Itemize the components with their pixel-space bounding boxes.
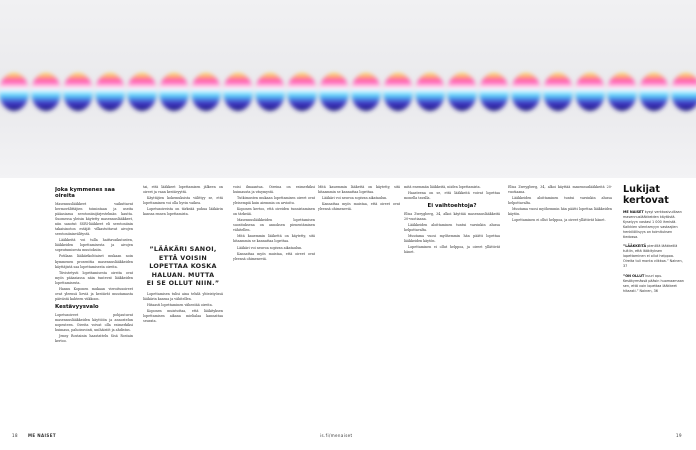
page-number-right: 19 bbox=[676, 433, 682, 438]
sidebar-entry-text: kysyi verkkosivuillaan masennuslääkkeiden käytöstä. Kyselyyn vastasi 1 000 ihmistä. Kaikkien silentamyyn vastaajien henkilöllisyys on toimituksen tiedossa. bbox=[623, 210, 682, 239]
pull-quote-line: ETTÄ VOISIN bbox=[158, 253, 208, 262]
article-column-2-top bbox=[143, 185, 223, 241]
article-column-2-bottom bbox=[143, 292, 223, 430]
pill-shape bbox=[543, 73, 573, 111]
website-url: is.fi/menaiset bbox=[320, 433, 353, 438]
sidebar-entry-intro: ME NAISET bbox=[623, 210, 644, 214]
body-paragraph: voisi ilmaantua. Oireina on esimerkiksi huimausta ja väsymystä. bbox=[233, 185, 315, 195]
body-paragraph: Lääkkeitä voi tulla haittavaikutusten, lääkkeiden lopettamisesta ja aivojen sopeutumisesta muutoksiin. bbox=[55, 238, 133, 253]
body-paragraph: Koponen muistuttaa, että lääkityksen lopettamisen aikana mielialaa kannattaa seurata. bbox=[143, 309, 223, 324]
sidebar-entry-intro: ”ON OLLUT bbox=[623, 273, 645, 278]
article-column-3 bbox=[233, 185, 315, 431]
pills-illustration bbox=[0, 0, 696, 178]
pill-shape bbox=[191, 73, 221, 111]
body-paragraph: Tiivistetysti lopettamisesta oireita ovat myös pääasiassa näin tuntevat lääkkeiden lopettamisesta. bbox=[55, 270, 133, 285]
body-paragraph: Masennuslääkkeiden lopettamisen suosituksena on annoksen pienentäminen vähitellen. bbox=[233, 218, 315, 233]
body-paragraph: Haasteena on se, että lääkkeitä voivat lopettaa monella tavalla. bbox=[404, 191, 500, 201]
body-paragraph: Hitaasti lopettaminen vähentää oireita. bbox=[147, 303, 213, 308]
body-paragraph: Mitä kauemmin lääkettä on käytetty, sitä hitaammin se kannattaa lopettaa. bbox=[233, 234, 315, 244]
body-paragraph: Lääkkeiden aloittaminen tuntui varsinkin alussa helpottavalta. bbox=[404, 223, 500, 233]
pill-shape bbox=[479, 73, 509, 111]
pull-quote-line: ”LÄÄKÄRI SANOI, bbox=[149, 245, 217, 253]
pill-shape bbox=[415, 73, 445, 111]
magazine-name: ME NAISET bbox=[28, 433, 56, 438]
section-heading: Joka kymmenes saa oireita bbox=[55, 187, 115, 199]
pill-shape bbox=[31, 73, 61, 111]
body-paragraph: tai, että lääkkeet lopettamisen jälkeen on oireet ja vaan kestävyyttä. bbox=[143, 185, 223, 195]
body-paragraph: Lääkkeiden aloittaminen tuntui varsinkin alussa helpottavalta. bbox=[508, 196, 612, 206]
pill-shape bbox=[127, 73, 157, 111]
pull-quote-line: HALUAN. MUTTA bbox=[151, 270, 215, 279]
body-paragraph: Elisa Zweygberg, 34, alkoi käyttää masennuslääkkeitä 20-vuotiaana. bbox=[404, 212, 500, 222]
pill-shape bbox=[159, 73, 189, 111]
pill-shape bbox=[383, 73, 413, 111]
sidebar-title: Lukijat kertovat bbox=[623, 184, 669, 206]
body-paragraph: Lopetusoireista on tärkeää puhua lääkärin kanssa ennen lopettamista. bbox=[143, 207, 223, 217]
article-column-6 bbox=[508, 185, 612, 431]
body-paragraph: Kannattaa myös muistaa, että oireet ovat yleensä ohimeneviä. bbox=[233, 251, 315, 261]
section-heading: Kestävyysvalo bbox=[55, 303, 99, 310]
body-paragraph: Elisa Zweygberg, 34, alkoi käyttää masennuslääkkeitä 20-vuotiaana. bbox=[508, 185, 612, 195]
body-paragraph: Potilaan lääkärikohtaiset mukaan noin kymmenen prosenttia masennuslääkkeiden käyttäjistä saa lopettamisesta oireita. bbox=[55, 254, 133, 269]
sidebar-entry-text: kuuri apu. Kesäkyrmässä pääsin huomaamaan sen, että voin lopettaa lääkkeet hitaasti.” Nainen, 36 bbox=[623, 273, 684, 293]
body-paragraph: Lääkäri voi neuvoa sopivan aikataulun. bbox=[237, 245, 303, 250]
pull-quote bbox=[143, 245, 223, 288]
body-paragraph: Käyttäjien kokemuksista välittyy se, että lopettaminen voi olla hyvin vaikea. bbox=[143, 196, 223, 206]
pill-shape bbox=[95, 73, 125, 111]
body-paragraph: Muutama vuosi myöhemmin hän päätti lopettaa lääkkeiden käytön. bbox=[508, 207, 612, 217]
pill-shape bbox=[255, 73, 285, 111]
body-paragraph: Lopettamisen tulisi aina tehdä yhteistyössä lääkärin kanssa ja vähitellen. bbox=[143, 292, 223, 302]
reader-sidebar bbox=[623, 185, 685, 299]
sidebar-entry-intro: ”LÄÄKKEITÄ bbox=[623, 244, 647, 249]
body-paragraph: Jenny Rostainin haastattelu Sisä Rostain kertoo. bbox=[55, 334, 133, 344]
pill-shape bbox=[671, 73, 696, 111]
body-paragraph: Tutkimusten mukaan lopettamisen oireet ovat yleisempiä kuin aiemmin on arvioitu. bbox=[233, 196, 315, 206]
article-column-1 bbox=[55, 185, 133, 431]
sidebar-entry-text: pienilllä lääkkeillä tultiin, että lääkityksen lopettaminen ei ollut helppoa. Oireita tuli monta viikkoa.” Nainen, 37 bbox=[623, 244, 683, 269]
pill-shape bbox=[511, 73, 541, 111]
body-paragraph: Lopettaminen ei ollut helppoa, ja oireet yllättivät hänet. bbox=[404, 245, 500, 255]
article-column-4 bbox=[404, 185, 500, 431]
body-paragraph: Masennuslääkkeet vaikuttavat hermovälittäjien toimintaan ja useita pääasiassa serotoniinijärjestelmän kautta. Suomessa yleisin käytetty masennuslääkkeet, niin sanotut SSRI-lääkkeet eli serotoniinin takaisinoton estäjät vilkastuttavat aivojen serotoniininvälitystä. bbox=[55, 202, 133, 237]
pill-shape bbox=[63, 73, 93, 111]
hero-photo-pills bbox=[0, 0, 696, 178]
pull-quote-line: EI SE OLLUT NIIN.” bbox=[146, 279, 220, 288]
pill-shape bbox=[639, 73, 669, 111]
body-paragraph: Kannattaa myös muistaa, että oireet ovat yleensä ohimeneviä. bbox=[318, 202, 400, 212]
sidebar-entry bbox=[623, 210, 685, 239]
pill-shape bbox=[0, 73, 29, 111]
pull-quote-line: LOPETTAA KOSKA bbox=[149, 262, 217, 271]
body-paragraph: Lopetusoireet pohjautuvat masennuslääkkeiden käyttöön ja annostelun nopeuteen. Oireita voivat olla esimerkiksi huimaus, pahoinvointi, unihäiriöt ja ahdistus. bbox=[55, 312, 133, 333]
pill-shape bbox=[287, 73, 317, 111]
sidebar-entry bbox=[623, 244, 685, 269]
pill-shape bbox=[319, 73, 349, 111]
body-paragraph: Lopettaminen ei ollut helppoa, ja oireet yllättivät hänet. bbox=[512, 218, 606, 223]
pill-shape bbox=[607, 73, 637, 111]
pill-shape bbox=[351, 73, 381, 111]
section-heading: Ei vaihtoehtoja? bbox=[427, 203, 477, 210]
body-paragraph: Hannu Koponen mukaan vieroitusoireet ovat yleensä lieviä ja kestävät muutamasta päivästä kahteen viikkoon. bbox=[55, 286, 133, 301]
page-number-left: 18 bbox=[12, 433, 18, 438]
pill-shape bbox=[447, 73, 477, 111]
body-paragraph: Muutama vuosi myöhemmin hän päätti lopettaa lääkkeiden käytön. bbox=[404, 234, 500, 244]
body-paragraph: Koponen kertoo, että oireiden tunnistaminen on tärkeää. bbox=[233, 207, 315, 217]
sidebar-entry bbox=[623, 274, 685, 294]
body-paragraph: Lääkäri voi neuvoa sopivan aikataulun. bbox=[322, 196, 388, 201]
pill-shape bbox=[223, 73, 253, 111]
body-paragraph: mitä enemmän lääkkeitä, niiden lopettamista. bbox=[404, 185, 481, 189]
article-column-5 bbox=[318, 185, 400, 431]
pill-shape bbox=[575, 73, 605, 111]
body-paragraph: Mitä kauemmin lääkettä on käytetty, sitä hitaammin se kannattaa lopettaa. bbox=[318, 185, 400, 195]
